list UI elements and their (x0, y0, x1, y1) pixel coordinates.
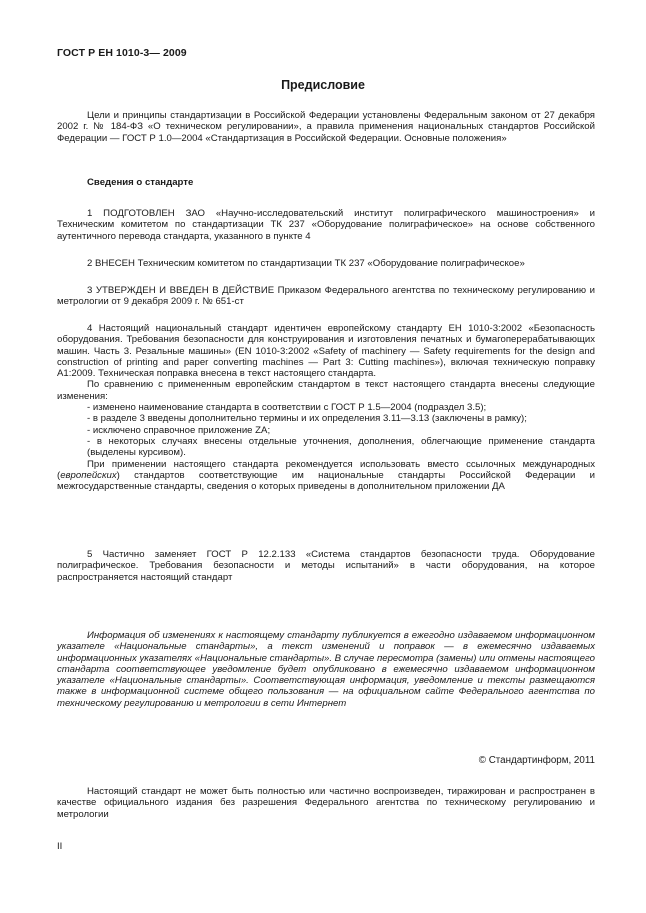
item-5-paragraph: 5 Частично заменяет ГОСТ Р 12.2.133 «Система стандартов безопасности труда. Оборудование полиграфическое. Требования безопасности и методы испытаний» в части оборудования, на которое распространяется настоящий стандарт (57, 549, 595, 583)
item-1-section (57, 208, 595, 242)
reproduction-notice: Настоящий стандарт не может быть полностью или частично воспроизведен, тиражирован и распространен в качестве официального издания без разрешения Федерального агентства по техническому регулированию и метрологии (57, 786, 595, 820)
item-4-section (57, 323, 595, 492)
item-2-section (57, 258, 595, 269)
copyright-line: © Стандартинформ, 2011 (478, 755, 595, 766)
item-5-section (57, 549, 595, 583)
item-3-section (57, 285, 595, 308)
paragraph-text: ) стандартов соответствующие им национальные стандарты Российской Федерации и межгосударственные стандарты, сведения о которых приведены в дополнительном приложении ДА (57, 469, 595, 493)
page-title: Предисловие (281, 78, 365, 92)
change-info-section (57, 630, 595, 709)
list-item: - изменено наименование стандарта в соответствии с ГОСТ Р 1.5—2004 (подраздел 3.5); (87, 402, 487, 414)
standard-code-header: ГОСТ Р ЕН 1010-3— 2009 (57, 47, 187, 59)
item-4-paragraph-2: По сравнению с примененным европейским стандартом в текст настоящего стандарта внесены следующие изменения: (57, 379, 595, 402)
intro-paragraph: Цели и принципы стандартизации в Российской Федерации установлены Федеральным законом от 27 декабря 2002 г. № 184-ФЗ «О техническом регулировании», а правила применения национальных стандартов Российской Федерации — ГОСТ Р 1.0—2004 «Стандартизация в Российской Федерации. Основные положения» (57, 110, 595, 144)
paragraph-text: При применении настоящего стандарта рекомендуется использовать вместо ссылочных международных ( (57, 458, 595, 481)
standard-info-heading-block (57, 177, 595, 188)
item-1-paragraph: 1 ПОДГОТОВЛЕН ЗАО «Научно-исследовательский институт полиграфического машиностроения» и Техническим комитетом по стандартизации ТК 237 «Оборудование полиграфическое» на основе собственного аутентичного перевода стандарта, указанного в пункте 4 (57, 208, 595, 242)
item-4-paragraph-1: 4 Настоящий национальный стандарт идентичен европейскому стандарту ЕН 1010-3:2002 «Безопасность оборудования. Требования безопасности для конструирования и изготовления печатных и бумагоперерабатывающих машин. Часть 3. Резальные машины» (EN 1010-3:2002 «Safety of machinery — Safety requirements for the design and construction of printing and paper converting machines — Part 3: Cutting machines»), включая техническую поправку А1:2009. Техническая поправка внесена в текст настоящего стандарта. (57, 323, 595, 380)
italic-text: европейских (60, 469, 117, 481)
item-4-paragraph-3 (57, 459, 595, 493)
standard-info-heading: Сведения о стандарте (87, 177, 194, 188)
page-number: II (57, 841, 63, 852)
change-info-paragraph: Информация об изменениях к настоящему стандарту публикуется в ежегодно издаваемом информационном указателе «Национальные стандарты», а текст изменений и поправок — в ежемесячно издаваемых информационных указателях «Национальные стандарты». В случае пересмотра (замены) или отмены настоящего стандарта соответствующее уведомление будет опубликовано в ежемесячно издаваемом информационном указателе «Национальные стандарты». Соответствующая информация, уведомление и тексты размещаются также в информационной системе общего пользования — на официальном сайте Федерального агентства по техническому регулированию и метрологии в сети Интернет (57, 630, 595, 709)
list-item: - в некоторых случаях внесены отдельные уточнения, дополнения, облегчающие применение стандарта (выделены курсивом). (87, 435, 595, 459)
intro-section (57, 110, 595, 144)
reproduction-notice-section (57, 786, 595, 820)
item-3-paragraph: 3 УТВЕРЖДЕН И ВВЕДЕН В ДЕЙСТВИЕ Приказом Федерального агентства по техническому регулированию и метрологии от 9 декабря 2009 г. № 651-ст (57, 285, 595, 308)
item-2-paragraph: 2 ВНЕСЕН Техническим комитетом по стандартизации ТК 237 «Оборудование полиграфическое» (87, 258, 525, 269)
list-item: - исключено справочное приложение ZA; (87, 424, 271, 436)
list-item: - в разделе 3 введены дополнительно термины и их определения 3.11—3.13 (заключены в рамку); (87, 413, 527, 425)
